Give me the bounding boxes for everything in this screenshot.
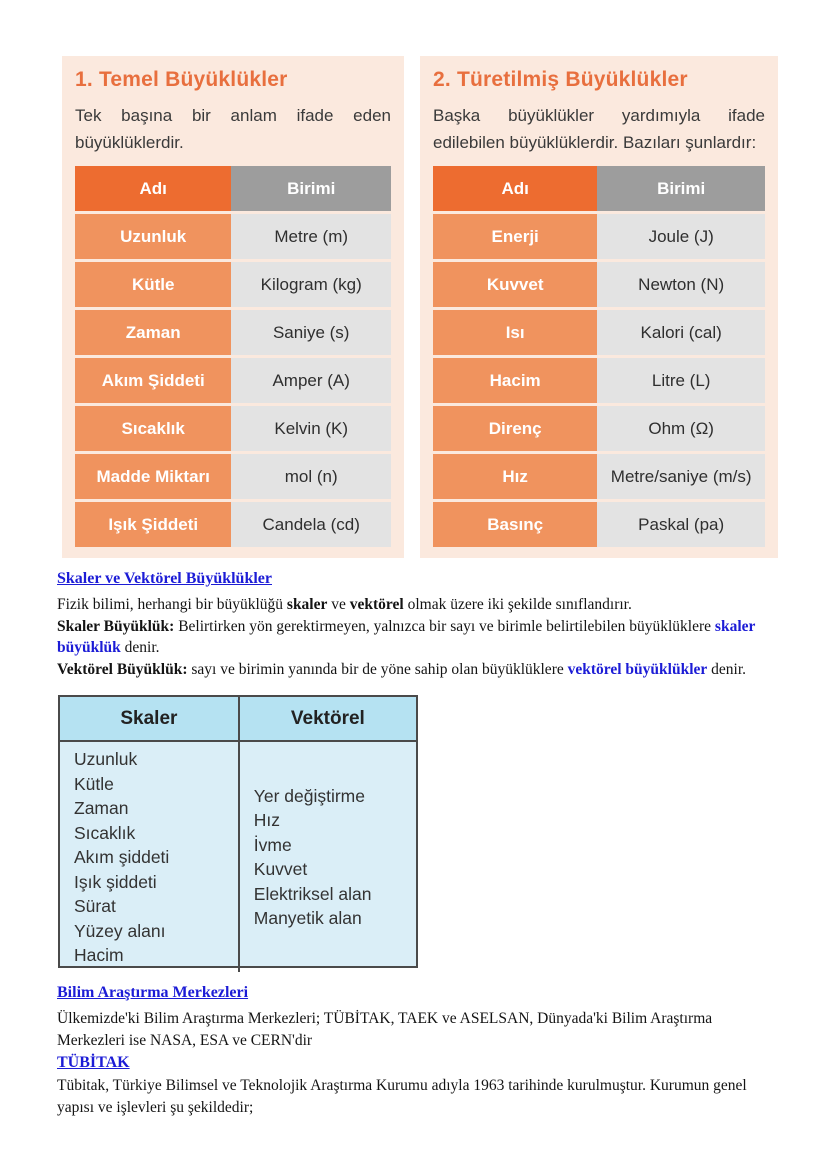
skaler-item: Hacim [74,945,124,965]
turetilmis-buyuklukler-panel [420,56,778,558]
qty-name: Zaman [75,310,231,355]
skaler-item: Uzunluk [74,749,138,769]
qty-unit: Candela (cd) [231,502,391,547]
skaler-item: Işık şiddeti [74,871,157,892]
temel-heading: 1. Temel Büyüklükler [75,68,288,91]
table-row [75,502,391,547]
qty-name: Hacim [433,358,597,403]
table-row [75,214,391,259]
col-header-birimi: Birimi [231,166,391,211]
skaler-vektorel-paragraph-1: Fizik bilimi, herhangi bir büyüklüğü skaler ve vektörel olmak üzere iki şekilde sınıflandırır. [57,596,632,613]
col-header-adi: Adı [433,166,597,211]
vektorel-item: Kuvvet [253,859,308,880]
qty-name: Hız [433,454,597,499]
turetilmis-heading: 2. Türetilmiş Büyüklükler [433,68,688,91]
table-row [433,502,765,547]
col-header-adi: Adı [75,166,231,211]
qty-unit: Saniye (s) [231,310,391,355]
skaler-vektorel-table [58,695,418,968]
qty-unit: Newton (N) [597,262,765,307]
skaler-vektorel-paragraph-2: Skaler Büyüklük: Belirtirken yön gerektirmeyen, yalnızca bir sayı ve birimle belirtilebilen büyüklüklere skaler büyüklük denir. [57,617,756,656]
qty-unit: Kilogram (kg) [231,262,391,307]
table-row [75,454,391,499]
qty-name: Akım Şiddeti [75,358,231,403]
bilim-arastirma-section [57,984,773,1051]
qty-name: Basınç [433,502,597,547]
vektorel-item: Elektriksel alan [253,883,372,904]
bilim-arastirma-heading-link[interactable]: Bilim Araştırma Merkezleri [57,984,249,1001]
table-row [75,406,391,451]
table-row [433,214,765,259]
skaler-item: Akım şiddeti [74,847,170,867]
table-header-row [75,166,391,211]
qty-name: Isı [433,310,597,355]
vektorel-item: Yer değiştirme [253,785,365,806]
table-row [433,406,765,451]
skaler-item: Sıcaklık [74,822,136,843]
vector-table-body [60,742,416,972]
tubitak-paragraph: Tübitak, Türkiye Bilimsel ve Teknolojik Araştırma Kurumu adıyla 1963 tarihinde kurulmuştur. Kurumun genel yapısı ve işlevleri şu şekildedir; [57,1077,747,1116]
qty-name: Sıcaklık [75,406,231,451]
vektorel-item: İvme [253,834,292,855]
skaler-vektorel-section [57,570,773,680]
vektorel-item: Manyetik alan [253,908,362,929]
qty-unit: Ohm (Ω) [597,406,765,451]
table-header-row [433,166,765,211]
tubitak-heading-link[interactable]: TÜBİTAK [57,1054,130,1071]
table-row [433,358,765,403]
qty-unit: Litre (L) [597,358,765,403]
bilim-arastirma-paragraph: Ülkemizde'ki Bilim Araştırma Merkezleri; TÜBİTAK, TAEK ve ASELSAN, Dünyada'ki Bilim Araştırma Merkezleri ise NASA, ESA ve CERN'dir [57,1010,713,1049]
temel-description: Tek başına bir anlam ifade eden büyüklüklerdir. [75,106,391,152]
vektorel-column [240,742,416,972]
qty-name: Kütle [75,262,231,307]
table-row [433,454,765,499]
qty-unit: Kelvin (K) [231,406,391,451]
skaler-vektorel-heading-link[interactable]: Skaler ve Vektörel Büyüklükler [57,570,272,587]
qty-unit: Kalori (cal) [597,310,765,355]
qty-unit: Joule (J) [597,214,765,259]
skaler-vektorel-paragraph-3: Vektörel Büyüklük: sayı ve birimin yanında bir de yöne sahip olan büyüklüklere vektörel büyüklükler denir. [57,660,747,678]
qty-unit: Metre (m) [231,214,391,259]
table-row [75,358,391,403]
qty-name: Enerji [433,214,597,259]
table-row [433,310,765,355]
skaler-item: Zaman [74,798,129,818]
skaler-column [60,742,240,972]
qty-name: Kuvvet [433,262,597,307]
qty-unit: Metre/saniye (m/s) [597,454,765,499]
col-header-vektorel: Vektörel [290,707,365,729]
turetilmis-table [433,163,765,550]
qty-name: Direnç [433,406,597,451]
table-row [75,310,391,355]
col-header-skaler: Skaler [60,697,240,740]
table-row [75,262,391,307]
vektorel-item: Hız [253,810,281,831]
skaler-item: Yüzey alanı [74,920,166,941]
temel-buyuklukler-panel [62,56,404,558]
skaler-item: Sürat [74,896,116,916]
qty-unit: Paskal (pa) [597,502,765,547]
tubitak-section [57,1054,773,1118]
skaler-item: Kütle [74,773,114,794]
table-row [433,262,765,307]
turetilmis-description: Başka büyüklükler yardımıyla ifade edilebilen büyüklüklerdir. Bazıları şunlardır: [433,106,765,152]
qty-unit: Amper (A) [231,358,391,403]
vector-table-header-row [60,697,416,742]
qty-name: Işık Şiddeti [75,502,231,547]
qty-name: Uzunluk [75,214,231,259]
qty-name: Madde Miktarı [75,454,231,499]
qty-unit: mol (n) [231,454,391,499]
temel-table [75,163,391,550]
col-header-birimi: Birimi [597,166,765,211]
